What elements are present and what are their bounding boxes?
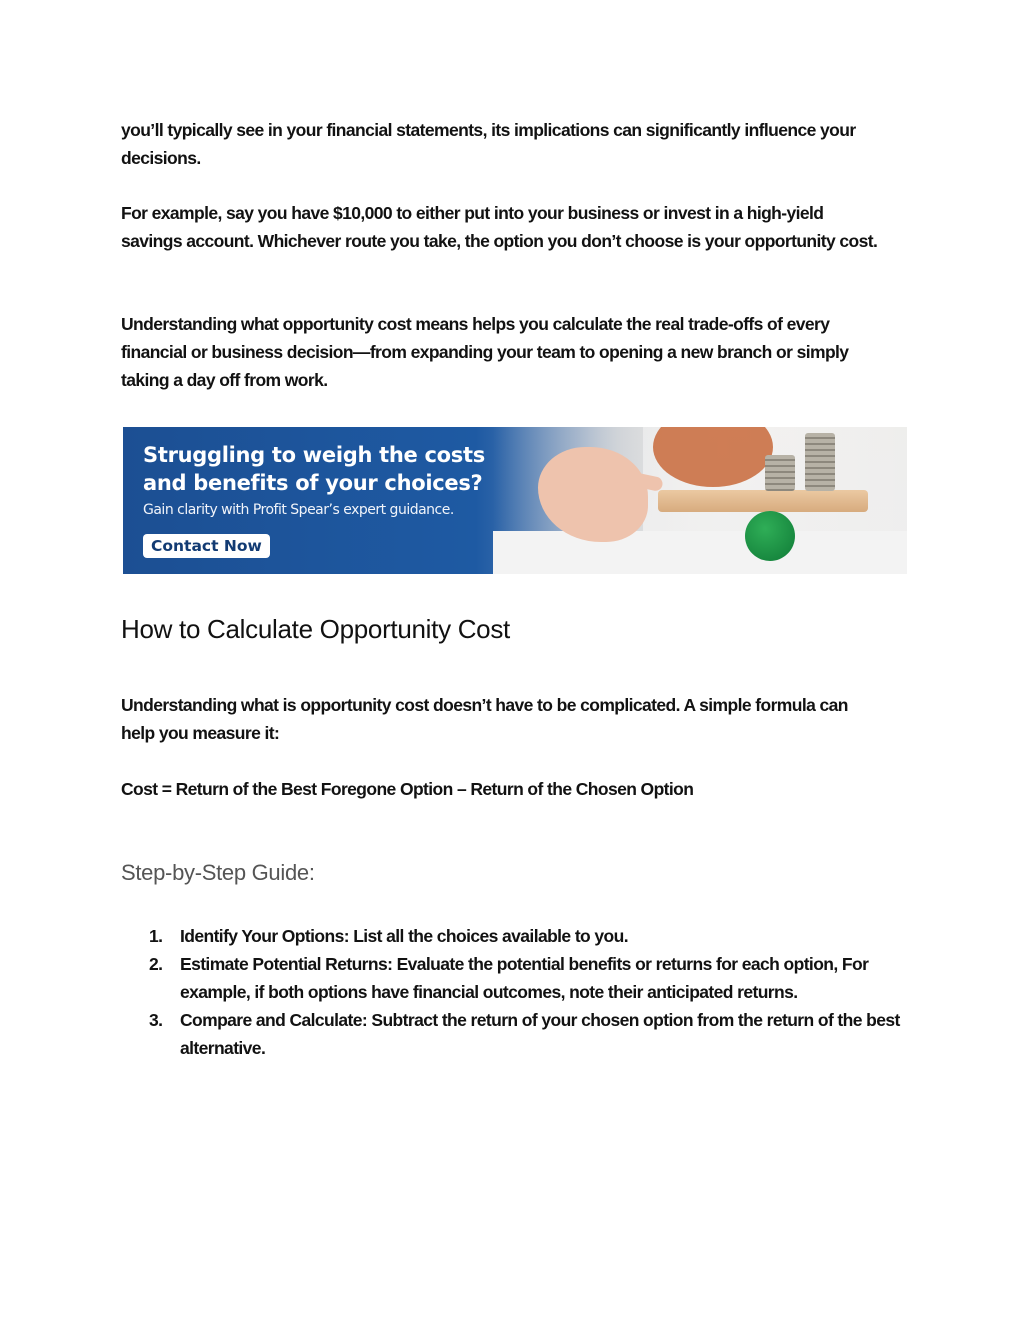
balance-scale-photo	[493, 427, 907, 574]
step-text: Compare and Calculate: Subtract the return of your chosen option from the return of the best alternative.	[180, 1010, 900, 1058]
list-item	[121, 1006, 911, 1062]
section-heading: How to Calculate Opportunity Cost	[121, 614, 510, 644]
contact-banner[interactable]	[123, 427, 907, 574]
formula-text: Cost = Return of the Best Foregone Option – Return of the Chosen Option	[121, 779, 694, 799]
section-intro-paragraph: Understanding what is opportunity cost doesn’t have to be complicated. A simple formula can help you measure it:	[121, 695, 848, 743]
green-pivot-ball-image	[745, 511, 795, 561]
coin-stack-icon	[805, 433, 835, 491]
coin-stack-icon	[765, 455, 795, 491]
list-item	[121, 922, 911, 950]
step-number: 2.	[149, 954, 163, 974]
example-paragraph: For example, say you have $10,000 to either put into your business or invest in a high-yield savings account. Whichever route you take, the option you don’t choose is your opportunity cost.	[121, 203, 878, 251]
step-number: 1.	[149, 926, 163, 946]
banner-subtitle: Gain clarity with Profit Spear’s expert guidance.	[143, 502, 454, 518]
steps-list	[121, 922, 911, 1062]
intro-continued-paragraph: you’ll typically see in your financial statements, its implications can significantly influence your decisions.	[121, 120, 856, 168]
guide-heading: Step-by-Step Guide:	[121, 860, 315, 885]
step-text: Identify Your Options: List all the choices available to you.	[180, 926, 628, 946]
banner-title: Struggling to weigh the costs and benefits of your choices?	[143, 443, 485, 495]
contact-now-button[interactable]: Contact Now	[143, 534, 270, 558]
understanding-paragraph: Understanding what opportunity cost means helps you calculate the real trade-offs of every financial or business decision—from expanding your team to opening a new branch or simply taking a day off from work.	[121, 314, 849, 390]
hand-image	[538, 447, 648, 542]
list-item	[121, 950, 911, 1006]
step-text: Estimate Potential Returns: Evaluate the potential benefits or returns for each option, For example, if both options have financial outcomes, note their anticipated returns.	[180, 954, 869, 1002]
step-number: 3.	[149, 1010, 163, 1030]
seesaw-plank-image	[658, 490, 868, 512]
